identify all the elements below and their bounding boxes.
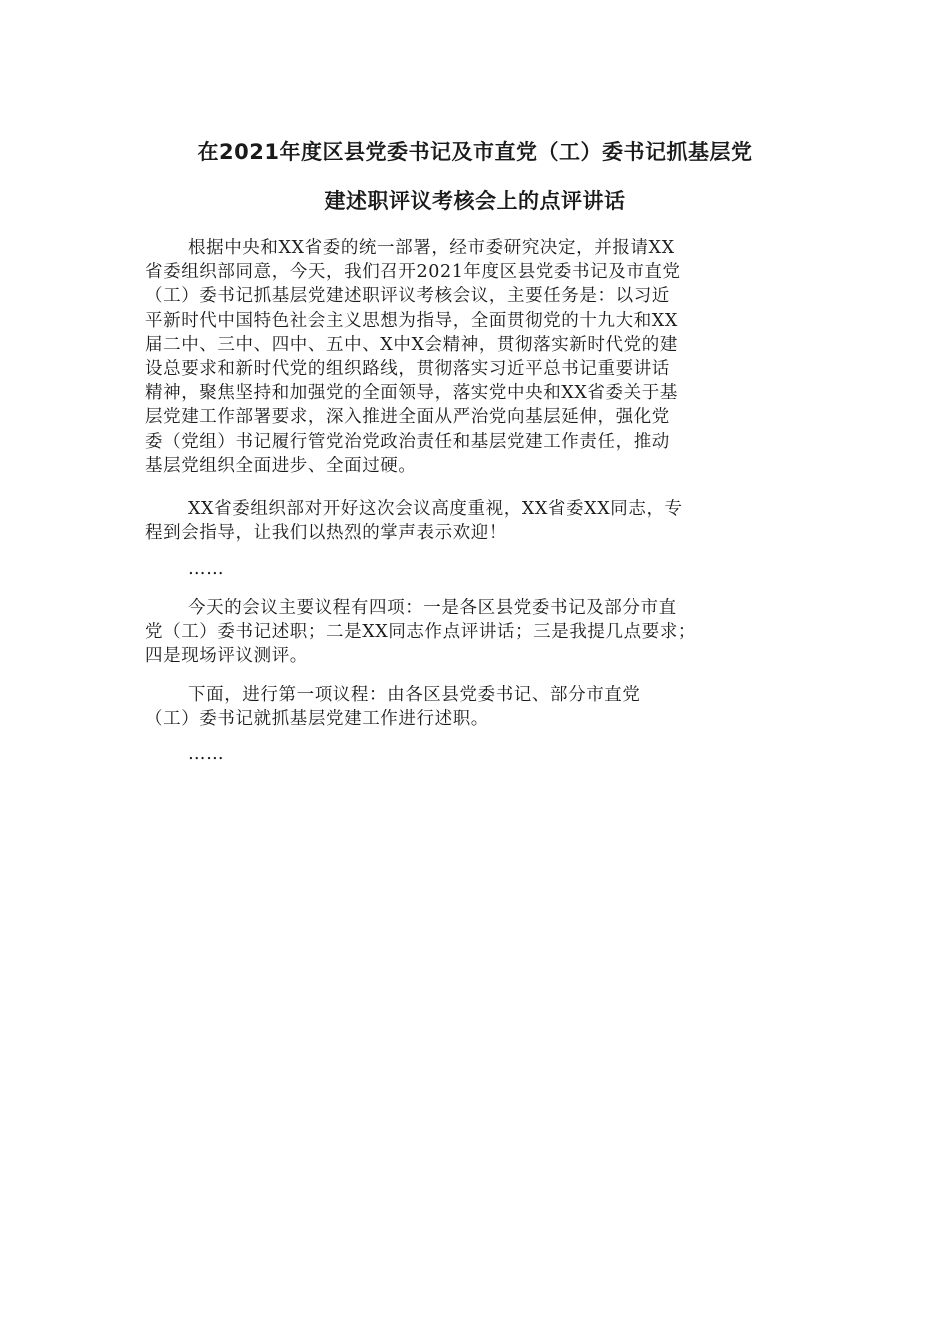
document-title-line-2: 建述职评议考核会上的点评讲话	[324, 189, 626, 213]
text-line: 精神，聚焦坚持和加强党的全面领导，落实党中央和XX省委关于基	[145, 383, 678, 404]
text-line: （工）委书记抓基层党建述职评议考核会议，主要任务是：以习近	[145, 286, 670, 307]
text-line: （工）委书记就抓基层党建工作进行述职。	[145, 709, 489, 730]
paragraph-ellipsis	[145, 742, 810, 766]
text-line: 基层党组织全面进步、全面过硬。	[145, 455, 417, 476]
text-line: 下面，进行第一项议程：由各区县党委书记、部分市直党	[188, 685, 641, 705]
text-line: 党（工）委书记述职；二是XX同志作点评讲话；三是我提几点要求；	[145, 622, 697, 643]
paragraph-first-item	[145, 683, 810, 731]
text-line: 设总要求和新时代党的组织路线，贯彻落实习近平总书记重要讲话	[145, 359, 670, 380]
text-line: ……	[188, 744, 225, 764]
document-title-line-1: 在2021年度区县党委书记及市直党（工）委书记抓基层党	[197, 140, 753, 164]
paragraph-agenda	[145, 596, 810, 669]
text-line: 四是现场评议测评。	[145, 646, 308, 667]
text-line: 届二中、三中、四中、五中、X中X会精神，贯彻落实新时代党的建	[145, 334, 678, 355]
text-line: 今天的会议主要议程有四项：一是各区县党委书记及部分市直	[188, 598, 677, 618]
paragraph-welcome	[145, 497, 810, 545]
text-line: 根据中央和XX省委的统一部署，经市委研究决定，并报请XX	[188, 238, 675, 258]
text-line: 层党建工作部署要求，深入推进全面从严治党向基层延伸，强化党	[145, 407, 670, 428]
text-line: 程到会指导，让我们以热烈的掌声表示欢迎！	[145, 523, 507, 544]
text-line: 省委组织部同意，今天，我们召开2021年度区县党委书记及市直党	[145, 262, 681, 283]
paragraph-opening	[145, 236, 810, 478]
paragraph-ellipsis	[145, 557, 810, 581]
text-line: XX省委组织部对开好这次会议高度重视，XX省委XX同志，专	[188, 499, 683, 519]
text-line: 平新时代中国特色社会主义思想为指导，全面贯彻党的十九大和XX	[145, 310, 678, 331]
text-line: ……	[188, 559, 225, 579]
text-line: 委（党组）书记履行管党治党政治责任和基层党建工作责任，推动	[145, 431, 670, 452]
